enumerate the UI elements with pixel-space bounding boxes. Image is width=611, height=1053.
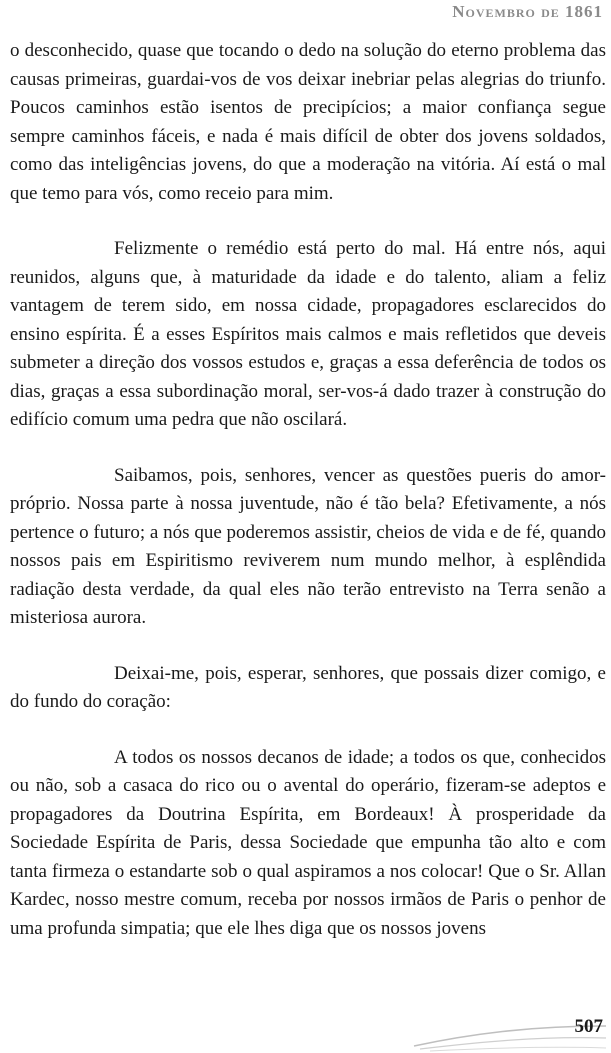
running-header: Novembro de 1861: [452, 2, 603, 21]
paragraph-1: o desconhecido, quase que tocando o dedo na solução do eterno problema das causas primeiras, guardai-vos de vos deixar inebriar pelas alegrias do triunfo. Poucos caminhos estão isentos de precipícios; a maior confiança segue sempre caminhos fáceis, e nada é mais difícil de obter dos jovens soldados, como das inteligências jovens, do que a moderação na vitória. Aí está o mal que temo para vós, como receio para mim.: [10, 40, 606, 204]
page-number: 507: [574, 1016, 603, 1037]
paragraph-5: A todos os nossos decanos de idade; a todos os que, conhecidos ou não, sob a casaca do rico ou o avental do operário, fizeram-se adeptos e propagadores da Doutrina Espírita, em Bordeaux! À prosperidade da Sociedade Espírita de Paris, dessa Sociedade que empunha tão alto e com tanta firmeza o estandarte sob o qual aspiramos a nos colocar! Que o Sr. Allan Kardec, nosso mestre comum, receba por nossos irmãos de Paris o penhor de uma profunda simpatia; que ele lhes diga que os nossos jovens: [10, 746, 606, 939]
paragraph-3: Saibamos, pois, senhores, vencer as questões pueris do amor-próprio. Nossa parte à nossa juventude, não é tão bela? Efetivamente, a nós pertence o futuro; a nós que poderemos assistir, cheios de vida e de fé, quando nossos pais em Espiritismo reviverem num mundo melhor, à esplêndida radiação desta verdade, da qual eles não terão entrevisto na Terra senão a misteriosa aurora.: [10, 464, 606, 628]
paragraph-4: Deixai-me, pois, esperar, senhores, que possais dizer comigo, e do fundo do coração:: [10, 662, 606, 712]
paragraph-2: Felizmente o remédio está perto do mal. Há entre nós, aqui reunidos, alguns que, à maturidade da idade e do talento, aliam a feliz vantagem de terem sido, em nossa cidade, propagadores esclarecidos do ensino espírita. É a esses Espíritos mais calmos e mais refletidos que deveis submeter a direção dos vossos estudos e, graças a essa deferência de todos os dias, graças a essa subordinação moral, ser-vos-á dado trazer à construção do edifício comum uma pedra que não oscilará.: [10, 238, 606, 430]
page-body: [10, 37, 606, 970]
